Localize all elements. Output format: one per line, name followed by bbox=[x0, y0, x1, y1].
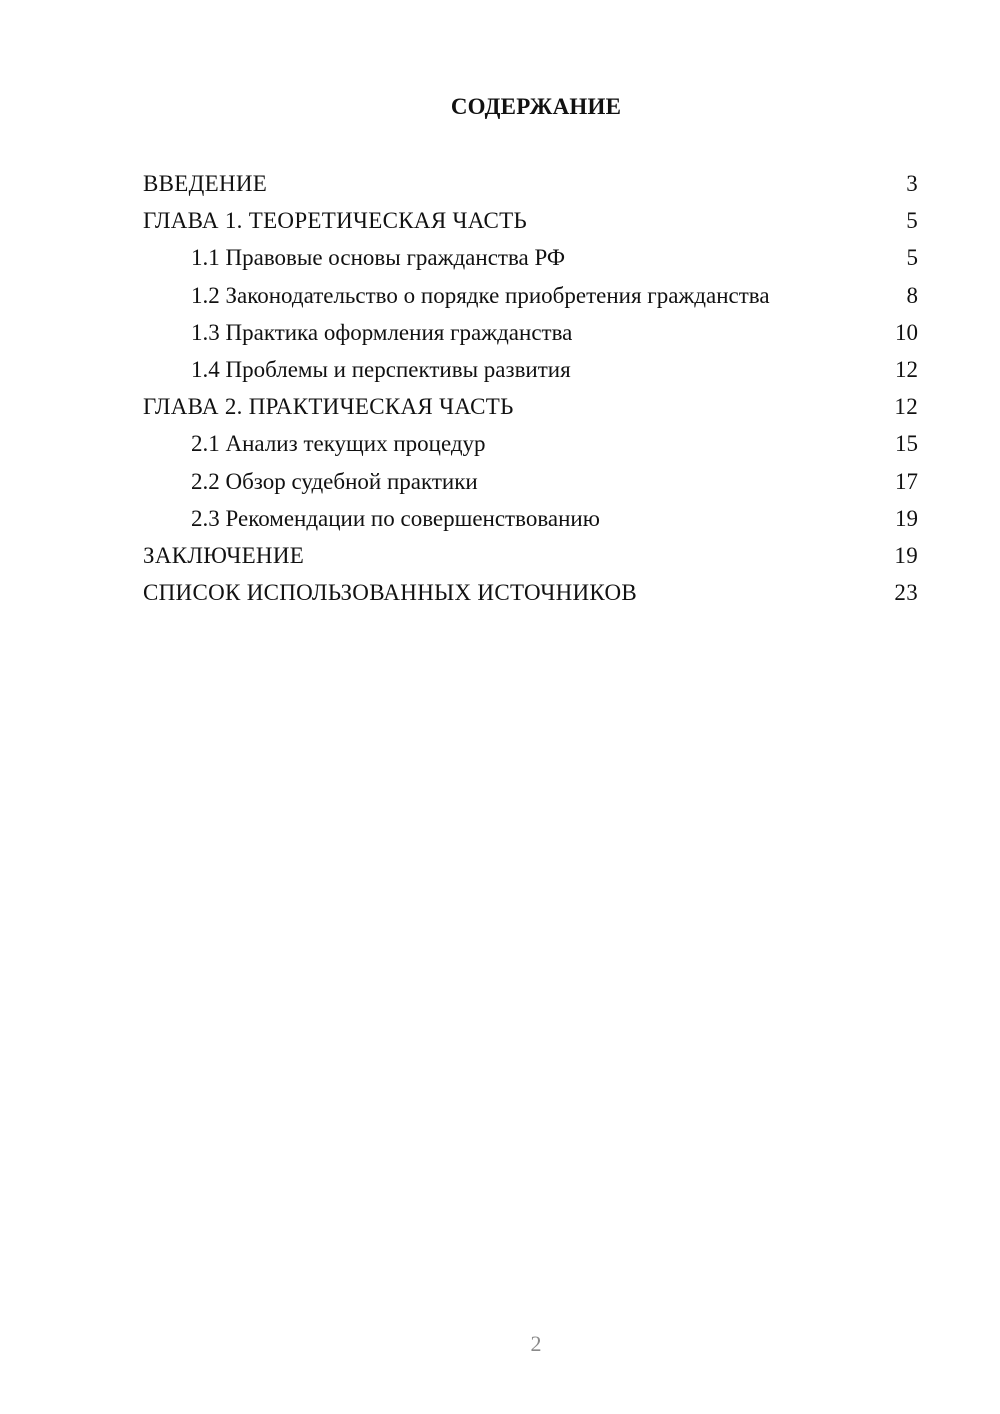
toc-entry-page: 17 bbox=[895, 468, 918, 494]
toc-entry-page: 19 bbox=[894, 542, 918, 568]
toc-entry-label: 2.1 Анализ текущих процедур bbox=[191, 431, 486, 457]
toc-title: СОДЕРЖАНИЕ bbox=[450, 94, 622, 119]
toc-entry-page: 12 bbox=[894, 394, 918, 420]
toc-entry-label: СПИСОК ИСПОЛЬЗОВАННЫХ ИСТОЧНИКОВ bbox=[143, 580, 638, 606]
toc-entry-page: 23 bbox=[894, 580, 918, 606]
toc-entry-label: ЗАКЛЮЧЕНИЕ bbox=[143, 542, 305, 568]
toc-entry-label: 1.1 Правовые основы гражданства РФ bbox=[191, 245, 566, 271]
toc-entry-introduction bbox=[143, 165, 918, 202]
toc-entry-label: 1.4 Проблемы и перспективы развития bbox=[191, 356, 571, 382]
toc-entry-section-1-2 bbox=[143, 277, 918, 314]
toc-entry-page: 10 bbox=[895, 319, 918, 345]
toc-entry-label: ГЛАВА 1. ТЕОРЕТИЧЕСКАЯ ЧАСТЬ bbox=[143, 208, 528, 234]
toc-entry-label: 1.2 Законодательство о порядке приобретения гражданства bbox=[191, 282, 770, 308]
toc-entry-page: 15 bbox=[895, 431, 918, 457]
toc-entry-section-1-4 bbox=[143, 351, 918, 388]
toc-entry-section-2-2 bbox=[143, 463, 918, 500]
toc-entry-page: 12 bbox=[895, 356, 918, 382]
toc-entry-label: 2.3 Рекомендации по совершенствованию bbox=[191, 505, 600, 531]
toc-entry-section-1-3 bbox=[143, 314, 918, 351]
toc-entry-conclusion bbox=[143, 537, 918, 574]
toc-entry-page: 5 bbox=[906, 208, 918, 234]
toc-entry-chapter-2 bbox=[143, 388, 918, 425]
toc-entry-section-2-3 bbox=[143, 500, 918, 537]
toc-list bbox=[143, 165, 918, 611]
toc-entry-label: 2.2 Обзор судебной практики bbox=[191, 468, 478, 494]
toc-entry-page: 3 bbox=[906, 171, 918, 196]
toc-entry-label: 1.3 Практика оформления гражданства bbox=[191, 319, 573, 345]
toc-entry-section-2-1 bbox=[143, 425, 918, 462]
page-number: 2 bbox=[530, 1331, 542, 1356]
toc-entry-label: ГЛАВА 2. ПРАКТИЧЕСКАЯ ЧАСТЬ bbox=[143, 394, 514, 420]
toc-entry-references bbox=[143, 574, 918, 611]
toc-entry-page: 8 bbox=[906, 282, 918, 308]
toc-entry-section-1-1 bbox=[143, 239, 918, 276]
toc-entry-chapter-1 bbox=[143, 202, 918, 239]
toc-entry-label: ВВЕДЕНИЕ bbox=[143, 171, 268, 196]
toc-entry-page: 5 bbox=[906, 245, 918, 271]
toc-entry-page: 19 bbox=[895, 505, 918, 531]
